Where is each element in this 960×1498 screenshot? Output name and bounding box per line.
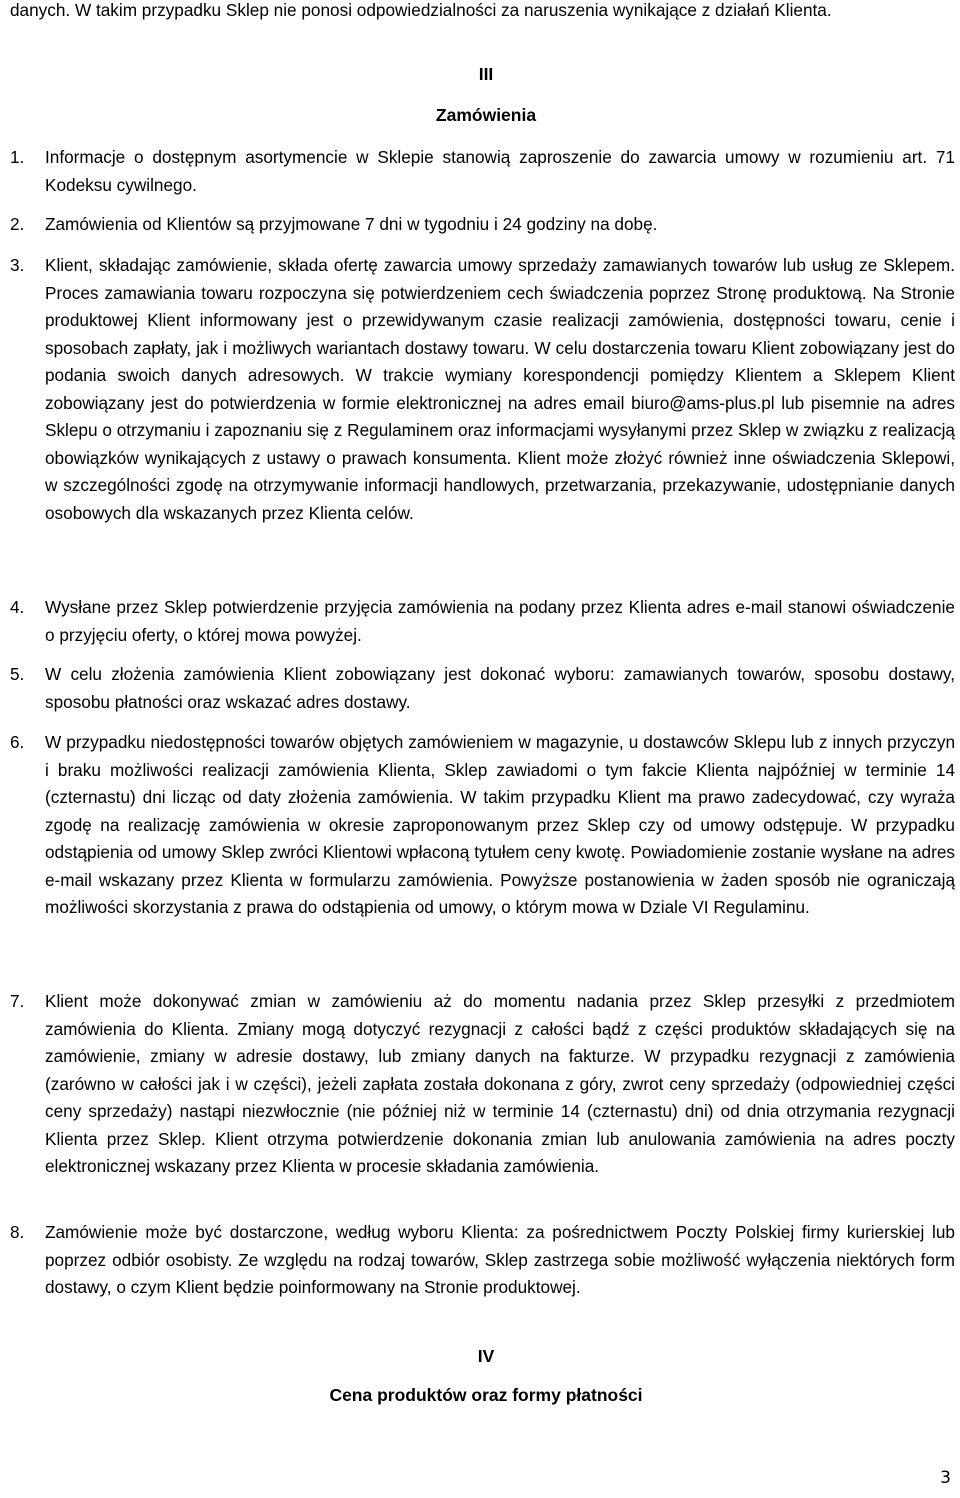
list-item-3 (10, 252, 955, 527)
list-item-8 (10, 1219, 955, 1302)
list-item-number: 1. (10, 147, 25, 167)
list-item-text: W przypadku niedostępności towarów objętych zamówieniem w magazynie, u dostawców Sklepu lub z innych przyczyn i braku możliwości realizacji zamówienia Klienta, Sklep zawiadomi o tym fakcie Klienta najpóźniej w terminie 14 (czternastu) dni licząc od daty złożenia zamówienia. W takim przypadku Klient ma prawo zadecydować, czy wyraża zgodę na realizację zamówienia w okresie zaproponowanym przez Sklep czy od umowy odstępuje. W przypadku odstąpienia od umowy Sklep zwróci Klientowi wpłaconą tytułem ceny kwotę. Powiadomienie zostanie wysłane na adres e-mail wskazany przez Klienta w formularzu zamówienia. Powyższe postanowienia w żaden sposób nie ograniczają możliwości skorzystania z prawa do odstąpienia od umowy, o którym mowa w Dziale VI Regulaminu. (45, 732, 955, 917)
section-title-cena: Cena produktów oraz formy płatności (329, 1385, 643, 1405)
list-item-text: Klient, składając zamówienie, składa ofertę zawarcia umowy sprzedaży zamawianych towarów lub usług ze Sklepem. Proces zamawiania towaru rozpoczyna się potwierdzeniem cech świadczenia poprzez Stronę produktową. Na Stronie produktowej Klient informowany jest o przewidywanym czasie realizacji zamówienia, dostępności towaru, cenie i sposobach zapłaty, jak i możliwych wariantach dostawy towaru. W celu dostarczenia towaru Klient zobowiązany jest do podania swoich danych adresowych. W trakcie wymiany korespondencji pomiędzy Klientem a Sklepem Klient zobowiązany jest do potwierdzenia w formie elektronicznej na adres email biuro@ams-plus.pl lub pisemnie na adres Sklepu o otrzymaniu i zapoznaniu się z Regulaminem oraz informacjami wysyłanymi przez Sklep w związku z realizacją obowiązków wynikających z ustawy o prawach konsumenta. Klient może złożyć również inne oświadczenia Sklepowi, w szczególności zgodę na otrzymywanie informacji handlowych, przetwarzania, przekazywanie, udostępnianie danych osobowych dla wskazanych przez Klienta celów. (45, 255, 955, 523)
list-item-5 (10, 661, 955, 716)
list-item-number: 7. (10, 991, 25, 1011)
intro-paragraph: danych. W takim przypadku Sklep nie ponosi odpowiedzialności za naruszenia wynikające z działań Klienta. (10, 0, 832, 20)
section-numeral-iii: III (478, 64, 494, 84)
list-item-6 (10, 729, 955, 922)
list-item-number: 2. (10, 214, 25, 234)
list-item-number: 3. (10, 255, 25, 275)
list-item-number: 5. (10, 664, 25, 684)
list-item-text: W celu złożenia zamówienia Klient zobowiązany jest dokonać wyboru: zamawianych towarów, sposobu dostawy, sposobu płatności oraz wskazać adres dostawy. (45, 664, 955, 712)
list-item-number: 6. (10, 732, 25, 752)
list-item-text: Zamówienie może być dostarczone, według wyboru Klienta: za pośrednictwem Poczty Polskiej firmy kurierskiej lub poprzez odbiór osobisty. Ze względu na rodzaj towarów, Sklep zastrzega sobie możliwość wyłączenia niektórych form dostawy, o czym Klient będzie poinformowany na Stronie produktowej. (45, 1222, 955, 1297)
list-item-text: Klient może dokonywać zmian w zamówieniu aż do momentu nadania przez Sklep przesyłki z przedmiotem zamówienia do Klienta. Zmiany mogą dotyczyć rezygnacji z całości bądź z części produktów składających się na zamówienie, zmiany w adresie dostawy, lub zmiany danych na fakturze. W przypadku rezygnacji z zamówienia (zarówno w całości jak i w części), jeżeli zapłata została dokonana z góry, zwrot ceny sprzedaży (odpowiedniej części ceny sprzedaży) nastąpi niezwłocznie (nie później niż w terminie 14 (czternastu) dni) od dnia otrzymania rezygnacji Klienta przez Sklep. Klient otrzyma potwierdzenie dokonania zmian lub anulowania zamówienia na adres poczty elektronicznej wskazany przez Klienta w procesie składania zamówienia. (45, 991, 955, 1176)
list-item-2 (10, 211, 955, 239)
page-number: 3 (940, 1468, 951, 1488)
list-item-text: Wysłane przez Sklep potwierdzenie przyjęcia zamówienia na podany przez Klienta adres e-mail stanowi oświadczenie o przyjęciu oferty, o której mowa powyżej. (45, 597, 955, 645)
list-item-text: Zamówienia od Klientów są przyjmowane 7 dni w tygodniu i 24 godziny na dobę. (45, 214, 658, 234)
list-item-1 (10, 144, 955, 199)
list-item-text: Informacje o dostępnym asortymencie w Sklepie stanowią zaproszenie do zawarcia umowy w rozumieniu art. 71 Kodeksu cywilnego. (45, 147, 955, 195)
section-numeral-iv: IV (477, 1346, 495, 1366)
list-item-4 (10, 594, 955, 649)
list-item-number: 4. (10, 597, 25, 617)
section-title-zamowienia: Zamówienia (435, 105, 537, 125)
list-item-7 (10, 988, 955, 1181)
list-item-number: 8. (10, 1222, 25, 1242)
